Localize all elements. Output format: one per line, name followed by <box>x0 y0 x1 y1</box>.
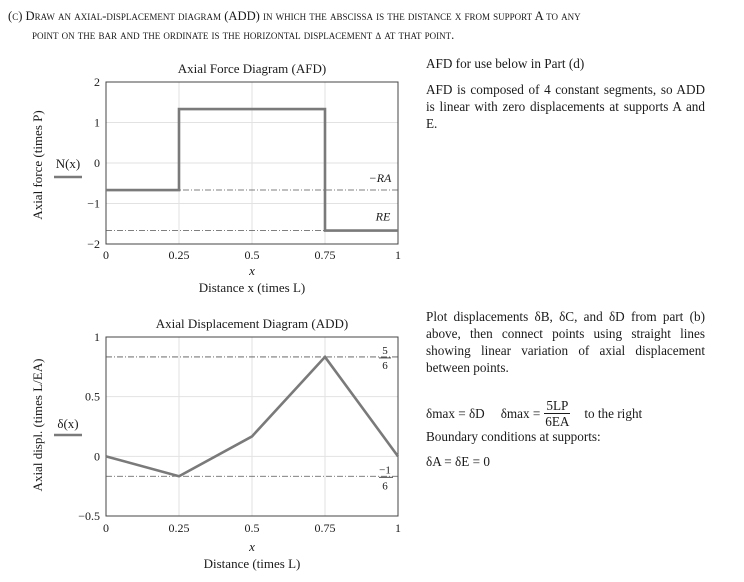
legend-label: N(x) <box>55 156 81 171</box>
x-axis-label: Distance x (times L) <box>198 280 306 295</box>
bc-equation: δA = δE = 0 <box>426 454 490 469</box>
y-tick-label: 0.5 <box>85 389 100 404</box>
afd-note-title: AFD for use below in Part (d) <box>426 56 585 71</box>
dmax-fraction-denominator: 6EA <box>545 414 570 429</box>
y-tick-label: −1 <box>87 196 100 211</box>
x-tick-label: 0.75 <box>314 521 336 535</box>
x-tick-label: 0.5 <box>244 521 260 535</box>
dmax-direction: to the right <box>584 406 643 421</box>
y-tick-label: 2 <box>94 75 100 89</box>
reference-label-ra: −RA <box>368 171 392 186</box>
reference-label-bottom-den: 6 <box>382 480 388 493</box>
heading-line-1: (c) Draw an axial-displacement diagram (ADD) in which the abscissa is the distance x from support A to any <box>8 9 581 23</box>
reference-label-bottom-num: −1 <box>379 464 391 477</box>
chart-title: Axial Displacement Diagram (ADD) <box>155 316 349 331</box>
legend-label: δ(x) <box>57 416 79 431</box>
x-tick-label: 0.5 <box>244 248 260 262</box>
reference-label-re: RE <box>375 209 391 224</box>
dmax-equation: δmax = δD <box>426 406 485 421</box>
y-tick-label: −0.5 <box>78 509 100 523</box>
dmax-fraction-numerator: 5LP <box>546 398 569 413</box>
dmax-label: δmax = <box>500 406 541 421</box>
y-tick-label: 1 <box>94 330 100 344</box>
x-tick-label: 1 <box>395 521 401 535</box>
x-tick-label: 0 <box>103 521 109 535</box>
x-tick-label: 0 <box>103 248 109 262</box>
x-axis-label: Distance (times L) <box>203 556 301 571</box>
plot-note-text: Plot displacements δB, δC, and δD from part (b) above, then connect points using straight lines showing linear variation of axial displacement between points. <box>426 309 705 375</box>
y-tick-label: −2 <box>87 237 100 251</box>
bc-title: Boundary conditions at supports: <box>426 429 601 444</box>
reference-label-top-num: 5 <box>382 344 388 357</box>
x-axis-variable: x <box>249 263 255 278</box>
x-tick-label: 0.75 <box>314 248 336 262</box>
y-axis-label: Axial displ. (times L/EA) <box>30 358 45 492</box>
chart-title: Axial Force Diagram (AFD) <box>177 61 327 76</box>
x-axis-variable: x <box>249 539 255 554</box>
y-tick-label: 0 <box>94 156 100 170</box>
y-axis-label: Axial force (times P) <box>30 110 45 220</box>
heading-line-2: point on the bar and the ordinate is the horizontal displacement δ at that point. <box>32 28 455 42</box>
reference-label-top-den: 6 <box>382 359 388 372</box>
y-tick-label: 1 <box>94 115 100 130</box>
afd-note-text: AFD is composed of 4 constant segments, so ADD is linear with zero displacements at supports A and E. <box>426 82 705 131</box>
x-tick-label: 1 <box>395 248 401 262</box>
x-tick-label: 0.25 <box>168 248 190 262</box>
y-tick-label: 0 <box>94 449 100 464</box>
x-tick-label: 0.25 <box>168 521 190 535</box>
